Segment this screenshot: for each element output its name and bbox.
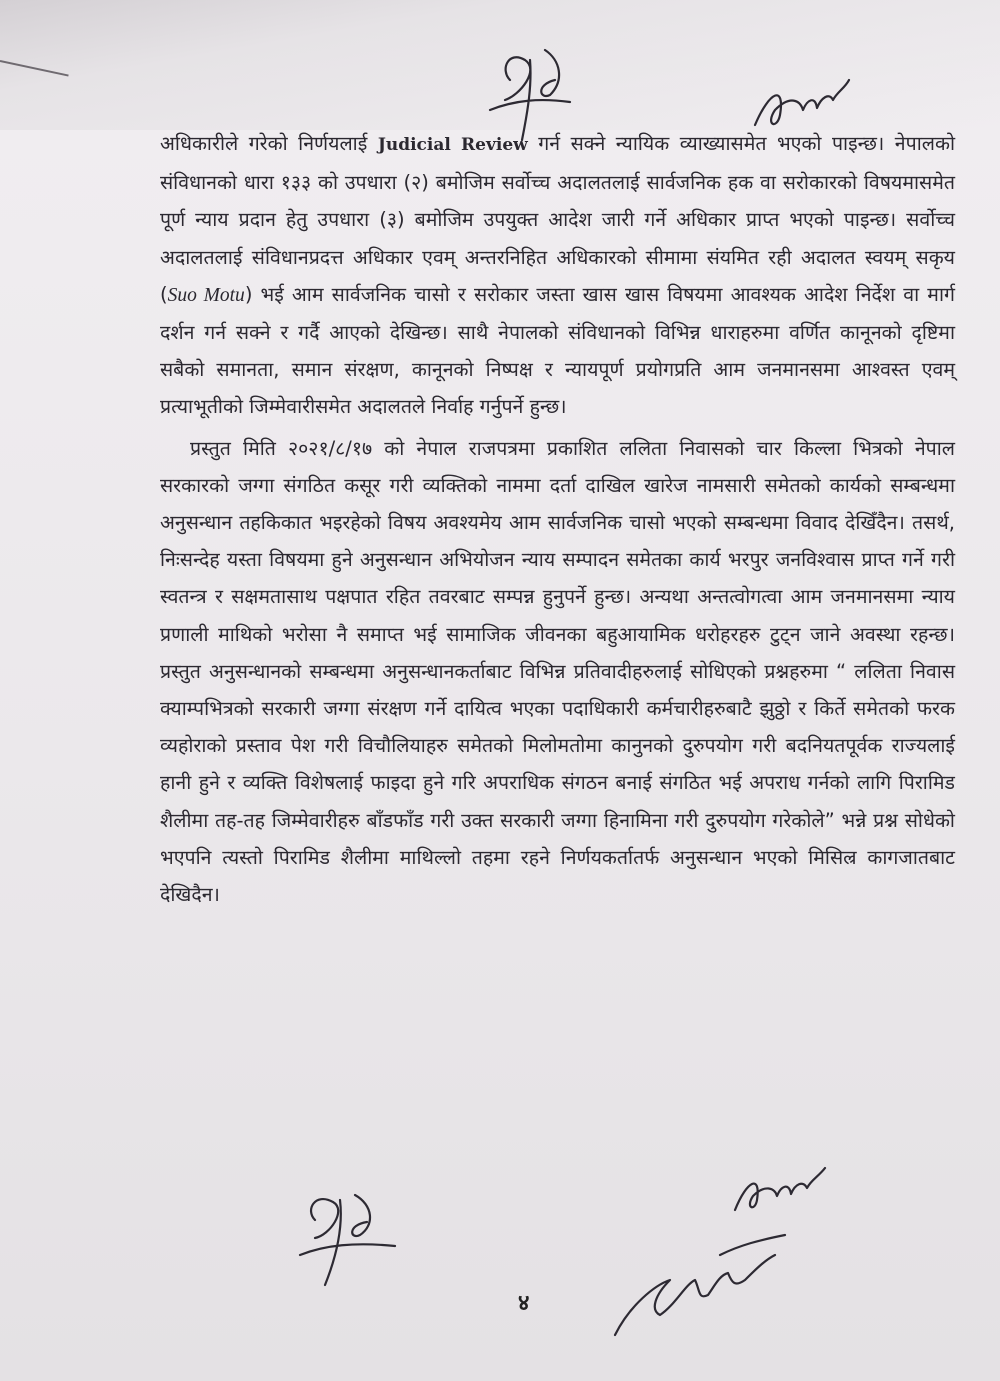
text-run: ) भई आम सार्वजनिक चासो र सरोकार जस्ता खास खास विषयमा आवश्यक आदेश निर्देश वा मार्ग दर्शन गर्न सक्ने र गर्दै आएको देखिन्छ। साथै नेपालको संविधानको विभिन्न धाराहरुमा वर्णित कानूनको दृष्टिमा सबैको समानता, समान संरक्षण, कानूनको निष्पक्ष र न्यायपूर्ण प्रयोगप्रति आम जनमानसमा आश्वस्त एवम् प्रत्याभूतीको जिम्मेवारीसमेत अदालतले निर्वाह गर्नुपर्ने हुन्छ। xyxy=(160,282,955,419)
signature-bottom-right-small-icon xyxy=(725,1160,835,1220)
page-number: ४ xyxy=(518,1291,530,1316)
paragraph-1 xyxy=(160,125,955,426)
paragraph-2 xyxy=(160,430,955,914)
text-run-suo-motu: Suo Motu xyxy=(167,284,245,306)
document-body xyxy=(160,125,955,913)
text-run-judicial-review: Judicial Review xyxy=(377,135,528,155)
signature-bottom-right-large-icon xyxy=(600,1225,800,1340)
text-run: अधिकारीले गरेको निर्णयलाई xyxy=(160,132,378,155)
text-run: गर्न सक्ने न्यायिक व्याख्यासमेत भएको पाइन्छ। नेपालको संविधानको धारा १३३ को उपधारा (२) बमोजिम सर्वोच्च अदालतलाई सार्वजनिक हक वा सरोकारको विषयमासमेत पूर्ण न्याय प्रदान हेतु उपधारा (३) बमोजिम उपयुक्त आदेश जारी गर्ने अधिकार प्राप्त भएको पाइन्छ। सर्वोच्च अदालतलाई संविधानप्रदत्त अधिकार एवम् अन्तरनिहित अधिकारको सीमामा संयमित रही अदालत स्वयम् सकृय ( xyxy=(160,132,956,306)
text-run: प्रस्तुत मिति २०२१/८/१७ को नेपाल राजपत्रमा प्रकाशित ललिता निवासको चार किल्ला भित्रको नेपाल सरकारको जग्गा संगठित कसूर गरी व्यक्तिको नाममा दर्ता दाखिल खारेज नामसारी समेतको कार्यको सम्बन्धमा अनुसन्धान तहकिकात भइरहेको विषय अवश्यमेय आम सार्वजनिक चासो भएको सम्बन्धमा विवाद देखिँदैन। तसर्थ, निःसन्देह यस्ता विषयमा हुने अनुसन्धान अभियोजन न्याय सम्पादन समेतका कार्य भरपुर जनविश्वास प्राप्त गर्ने गरी स्वतन्त्र र सक्षमतासाथ पक्षपात रहित तवरबाट सम्पन्न हुनुपर्ने हुन्छ। अन्यथा अन्तत्वोगत्वा आम जनमानसमा न्याय प्रणाली माथिको भरोसा नै समाप्त भई सामाजिक जीवनका बहुआयामिक धरोहरहरु टुट्न जाने अवस्था रहन्छ। प्रस्तुत अनुसन्धानको सम्बन्धमा अनुसन्धानकर्ताबाट विभिन्न प्रतिवादीहरुलाई सोधिएको प्रश्नहरुमा “ ललिता निवास क्याम्पभित्रको सरकारी जग्गा संरक्षण गर्ने दायित्व भएका पदाधिकारी कर्मचारीहरुबाटै झुठ्ठो र किर्ते समेतको फरक व्यहोराको प्रस्ताव पेश गरी विचौलियाहरु समेतको मिलोमतोमा कानुनको दुरुपयोग गरी बदनियतपूर्वक राज्यलाई हानी हुने र व्यक्ति विशेषलाई फाइदा हुने गरि अपराधिक संगठन बनाई संगठित भई अपराध गर्नको लागि पिरामिड शैलीमा तह-तह जिम्मेवारीहरु बाँडफाँड गरी उक्त सरकारी जग्गा हिनामिना गरी दुरुपयोग गरेकोले” भन्ने प्रश्न सोधेको भएपनि त्यस्तो पिरामिड शैलीमा माथिल्लो तहमा रहने निर्णयकर्तातर्फ अनुसन्धान भएको मिसिल्र कागजातबाट देखिदैन। xyxy=(160,436,955,907)
signature-bottom-left-icon xyxy=(285,1180,405,1290)
